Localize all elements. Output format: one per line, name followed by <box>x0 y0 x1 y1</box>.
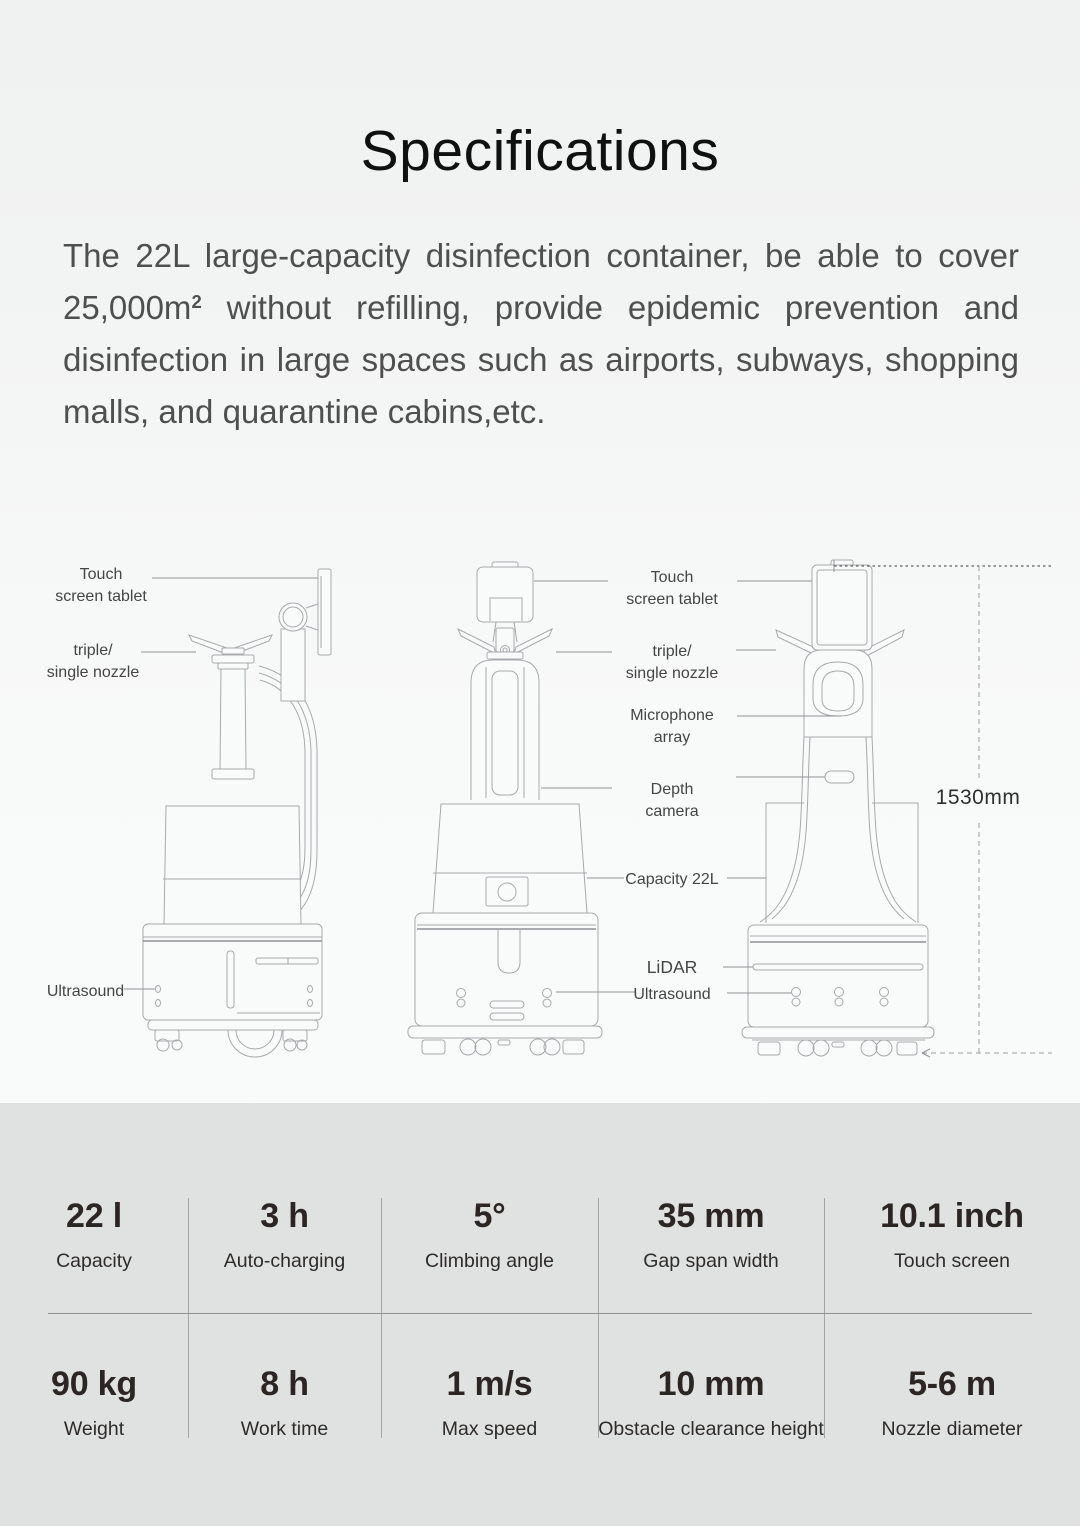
spec-value: 90 kg <box>51 1365 137 1403</box>
row-divider <box>48 1313 1032 1314</box>
callout-lidar: LiDAR <box>646 957 698 977</box>
callout-touch-screen-tablet-left <box>36 564 166 608</box>
spec-row-2 <box>0 1364 1080 1441</box>
callout-line2: camera <box>645 803 699 820</box>
description-text-continued: without refilling, provide epidemic prevention and disinfection in large spaces such as airports, subways, shopping malls, and quarantine cabins,etc. <box>63 289 1019 430</box>
callout-microphone-array <box>597 705 747 749</box>
robot-front-view-drawing <box>408 562 602 1055</box>
spec-cell-climbing-angle <box>381 1196 598 1273</box>
callout-line1: Touch <box>79 566 123 583</box>
spec-cell-capacity <box>0 1196 188 1273</box>
spec-label: Work time <box>240 1418 329 1440</box>
spec-table-background-band <box>0 1103 1080 1526</box>
spec-cell-touch-screen <box>824 1196 1080 1273</box>
callout-nozzle-left <box>30 640 156 684</box>
callout-line2: screen tablet <box>55 588 147 605</box>
callout-line2: screen tablet <box>626 591 718 608</box>
spec-value: 3 h <box>260 1197 309 1235</box>
description-paragraph <box>63 230 1019 438</box>
spec-label: Weight <box>63 1418 125 1440</box>
spec-cell-auto-charging <box>188 1196 381 1273</box>
spec-label: Capacity <box>56 1250 132 1272</box>
robot-diagram-canvas <box>0 540 1080 1080</box>
robot-back-view-drawing <box>742 560 934 1056</box>
callout-line1: triple/ <box>652 643 692 660</box>
spec-value: 22 l <box>66 1197 122 1235</box>
spec-label: Nozzle diameter <box>881 1418 1023 1440</box>
callout-line1: Microphone <box>630 707 714 724</box>
spec-cell-weight <box>0 1364 188 1441</box>
spec-value: 5° <box>473 1197 506 1235</box>
callout-line1: triple/ <box>73 642 113 659</box>
spec-cell-gap-span-width <box>598 1196 824 1273</box>
spec-label: Obstacle clearance height <box>598 1418 824 1440</box>
spec-cell-work-time <box>188 1364 381 1441</box>
spec-row-1 <box>0 1196 1080 1273</box>
spec-value: 10 mm <box>657 1365 765 1403</box>
callout-nozzle-center <box>597 641 747 685</box>
spec-cell-obstacle-clearance <box>598 1364 824 1441</box>
callout-line2: single nozzle <box>46 664 140 681</box>
spec-label: Auto-charging <box>223 1250 346 1272</box>
callout-line1: Depth <box>650 781 694 798</box>
callout-ultrasound-center: Ultrasound <box>633 986 711 1003</box>
spec-value: 5-6 m <box>908 1365 996 1403</box>
spec-value: 35 mm <box>657 1197 765 1235</box>
description-text: The 22L large-capacity disinfection container, be able to cover 25,000m <box>63 237 1019 326</box>
spec-cell-max-speed <box>381 1364 598 1441</box>
spec-value: 10.1 inch <box>880 1197 1024 1235</box>
spec-value: 1 m/s <box>446 1365 533 1403</box>
callout-depth-camera <box>597 779 747 823</box>
spec-label: Max speed <box>441 1418 538 1440</box>
callout-line1: Touch <box>650 569 694 586</box>
page-title: Specifications <box>360 119 720 183</box>
robot-side-view-drawing <box>143 569 331 1057</box>
squared-superscript: 2 <box>191 291 202 312</box>
callout-ultrasound-left: Ultrasound <box>46 983 125 1000</box>
spec-cell-nozzle-diameter <box>824 1364 1080 1441</box>
callout-capacity: Capacity 22L <box>625 871 719 888</box>
callout-line2: single nozzle <box>625 665 719 682</box>
spec-label: Climbing angle <box>425 1250 554 1272</box>
callout-line2: array <box>653 729 691 746</box>
spec-value: 8 h <box>260 1365 309 1403</box>
spec-label: Touch screen <box>894 1250 1010 1272</box>
height-dimension-label: 1530mm <box>935 786 1021 809</box>
spec-label: Gap span width <box>643 1250 779 1272</box>
callout-touch-screen-tablet-center <box>597 567 747 611</box>
